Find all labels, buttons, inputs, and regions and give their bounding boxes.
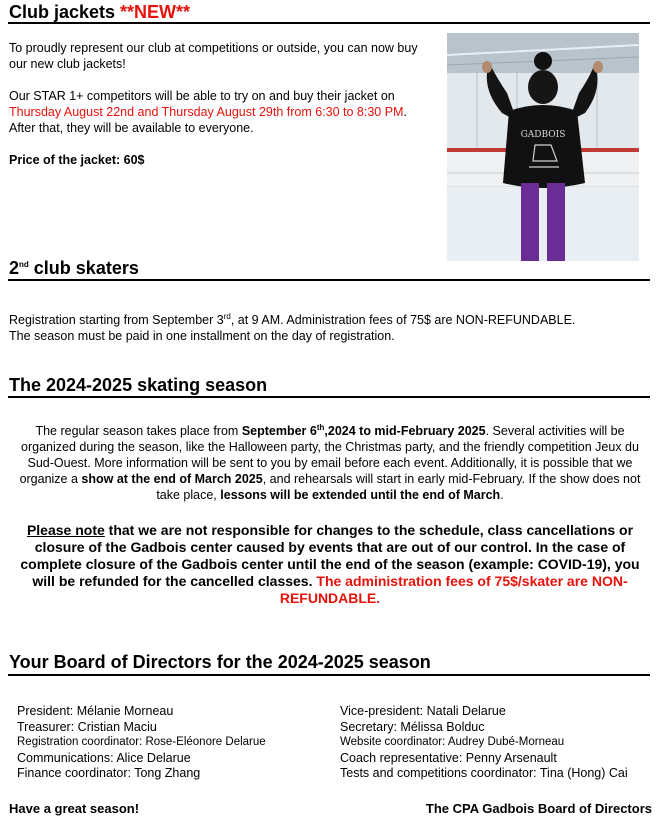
board-member: Coach representative: Penny Arsenault: [340, 750, 557, 765]
refund-warning: The administration fees of 75$/skater are NON-REFUNDABLE.: [279, 573, 628, 606]
jackets-divider: [8, 22, 650, 24]
board-member: Vice-president: Natali Delarue: [340, 704, 506, 718]
closing-greeting: Have a great season!: [9, 801, 140, 816]
closing-signature: The CPA Gadbois Board of Directors: [425, 801, 652, 816]
note-label: Please note: [26, 522, 105, 538]
tryon-dates: Thursday August 22nd and Thursday August 29th from 6:30 to 8:30 PM: [9, 105, 404, 119]
jacket-photo: [447, 33, 639, 261]
board-member: Website coordinator: Audrey Dubé-Morneau: [340, 736, 565, 748]
season-heading: The 2024-2025 skating season: [9, 375, 268, 395]
board-member: President: Mélanie Morneau: [17, 704, 174, 718]
second-club-divider: [8, 279, 650, 281]
second-club-heading: 2nd club skaters: [9, 258, 139, 278]
board-member: Registration coordinator: Rose-Eléonore Delarue: [17, 736, 266, 748]
jackets-heading: Club jackets **NEW**: [9, 2, 191, 22]
board-member: Treasurer: Cristian Maciu: [17, 719, 157, 734]
board-member: Finance coordinator: Tong Zhang: [17, 766, 201, 780]
season-notice: Please note that we are not responsible for changes to the schedule, class cancellations or closure of the Gadbois center caused by events that are out of our control. In the case of complete closure of the Gadbois center until the end of the season (example: COVID-19), you will be refunded for the cancelled classes. The administration fees of 75$/skater are NON-REFUNDABLE.: [20, 522, 640, 606]
second-club-registration: Registration starting from September 3rd, at 9 AM. Administration fees of 75$ are NON-REFUNDABLE.: [9, 311, 576, 327]
season-description: The regular season takes place from September 6th,2024 to mid-February 2025. Several activities will be organized during the season, like the Halloween party, the Christmas party, and the friendly competition Jeux du Sud-Ouest. More information will be sent to you by email before each event. Additionally, it is possible that we organize a show at the end of March 2025, and rehearsals will start in early mid-February. If the show does not take place, lessons will be extended until the end of March.: [19, 422, 641, 502]
season-divider: [8, 396, 650, 398]
board-member: Communications: Alice Delarue: [17, 750, 191, 765]
jackets-tryon: Our STAR 1+ competitors will be able to try on and buy their jacket on Thursday August 22nd and Thursday August 29th from 6:30 to 8:30 PM. After that, they will be available to everyone.: [9, 89, 407, 135]
jacket-price: Price of the jacket: 60$: [9, 153, 145, 167]
board-member: Tests and competitions coordinator: Tina (Hong) Cai: [340, 766, 628, 780]
board-heading: Your Board of Directors for the 2024-2025 season: [9, 652, 431, 672]
board-divider: [8, 674, 650, 676]
board-right-column: [340, 704, 656, 782]
board-member: Secretary: Mélissa Bolduc: [340, 719, 485, 734]
jacket-logo-text: GADBOIS: [520, 130, 566, 140]
jackets-intro: To proudly represent our club at competitions or outside, you can now buy our new club jackets!: [9, 41, 418, 71]
second-club-payment: The season must be paid in one installment on the day of registration.: [9, 329, 395, 343]
board-left-column: [17, 704, 327, 782]
